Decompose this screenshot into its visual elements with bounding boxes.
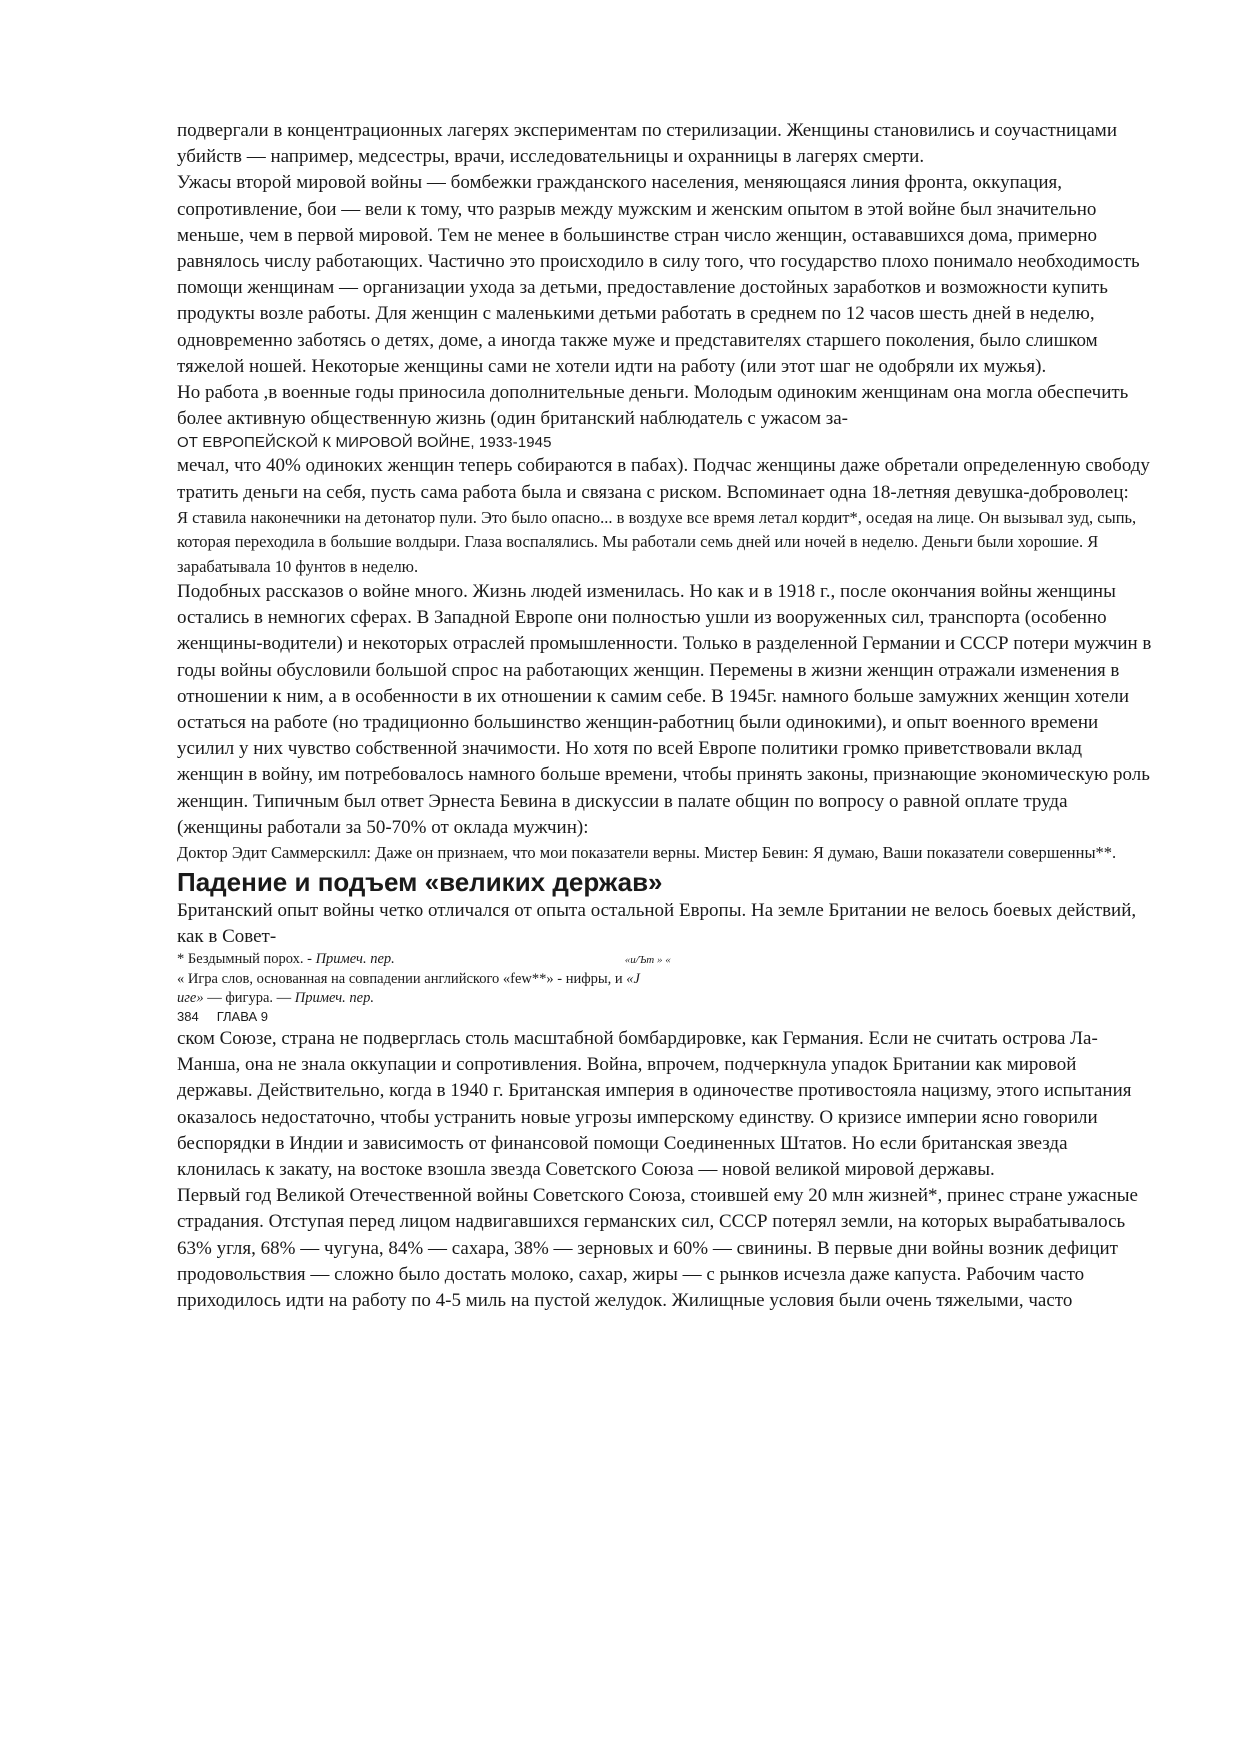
block-quote: Я ставила наконечники на детонатор пули. Это было опасно... в воздухе все время летал кордит*, оседая на лице. Он вызывал зуд, сыпь, которая переходила в большие волдыри. Глаза воспалялись. Мы работали семь дней или ночей в неделю. Деньги были хорошие. Я зарабатывала 10 фунтов в неделю. — [177, 507, 1137, 576]
footnote: « Игра слов, основанная на совпадении английского «few**» - нифры, и «J — [177, 970, 640, 987]
body-paragraph: ском Союзе, страна не подверглась столь масштабной бомбардировке, как Германия. Если не считать острова Ла-Манша, она не знала оккупации и сопротивления. Война, впрочем, подчеркнула упадок Британии как мировой державы. Действительно, когда в 1940 г. Британская империя в одиночестве противостояла нацизму, этого испытания оказалось недостаточно, чтобы устранить новые угрозы имперскому единству. О кризисе империи ясно говорили беспорядки в Индии и зависимость от финансовой помощи Соединенных Штатов. Но если британская звезда клонилась к закату, на востоке взошла звезда Советского Союза — новой великой мировой державы. — [177, 1027, 1132, 1180]
body-paragraph: мечал, что 40% одиноких женщин теперь собираются в пабах). Подчас женщины даже обретали определенную свободу тратить деньги на себя, пусть сама работа была и связана с риском. Вспоминает одна 18-летняя девушка-доброволец: — [177, 455, 1150, 503]
body-paragraph: Первый год Великой Отечественной войны Советского Союза, стоившей ему 20 млн жизней*, принес стране ужасные страдания. Отступая перед лицом надвигавшихся германских сил, СССР потерял земли, на которых вырабатывалось 63% угля, 68% — чугуна, 84% — сахара, 38% — зерновых и 60% — свинины. В первые дни войны возник дефицит продовольствия — сложно было достать молоко, сахар, жиры — с рынков исчезла даже капуста. Рабочим часто приходилось идти на работу по 4-5 миль на пустой желудок. Жилищные условия были очень тяжелыми, часто — [177, 1185, 1138, 1311]
body-paragraph: подвергали в концентрационных лагерях экспериментам по стерилизации. Женщины становились и соучастницами убийств — например, медсестры, врачи, исследовательницы и охранницы в лагерях смерти. — [177, 120, 1117, 168]
page-footer — [177, 1008, 1152, 1026]
footnote: иге» — фигура. — Примеч. пер. — [177, 989, 374, 1006]
chapter-label: ГЛАВА 9 — [216, 1008, 268, 1024]
body-paragraph: Подобных рассказов о войне много. Жизнь людей изменилась. Но как и в 1918 г., после окончания войны женщины остались в немногих сферах. В Западной Европе они полностью ушли из вооруженных сил, транспорта (особенно женщины-водители) и некоторых отраслей промышленности. Только в разделенной Германии и СССР потери мужчин в годы войны обусловили большой спрос на работающих женщин. Перемены в жизни женщин отражали изменения в отношении к ним, а в особенности в их отношении к самим себе. В 1945г. намного больше замужних женщин хотели остаться на работе (но традиционно большинство женщин-работниц были одинокими), и опыт военного времени усилил у них чувство собственной значимости. Но хотя по всей Европе политики громко приветствовали вклад женщин в войну, им потребовалось намного больше времени, чтобы принять законы, признающие экономическую роль женщин. Типичным был ответ Эрнеста Бевина в дискуссии в палате общин по вопросу о равной оплате труда (женщины работали за 50-70% от оклада мужчин): — [177, 581, 1152, 838]
footnotes — [177, 950, 1152, 1008]
scan-artifact-text: «и/Ъm » « — [624, 953, 671, 966]
running-head: ОТ ЕВРОПЕЙСКОЙ К МИРОВОЙ ВОЙНЕ, 1933-1945 — [177, 434, 552, 452]
body-paragraph: Ужасы второй мировой войны — бомбежки гражданского населения, меняющаяся линия фронта, оккупация, сопротивление, бои — вели к тому, что разрыв между мужским и женским опытом в этой войне был значительно меньше, чем в первой мировой. Тем не менее в большинстве стран число женщин, остававшихся дома, примерно равнялось числу работающих. Частично это происходило в силу того, что государство плохо понимало необходимость помощи женщинам — организации ухода за детьми, предоставление достойных заработков и возможности купить продукты возле работы. Для женщин с маленькими детьми работать в среднем по 12 часов шесть дней в неделю, одновременно заботясь о детях, доме, а иногда также муже и представителях старшего поколения, было слишком тяжелой ношей. Некоторые женщины сами не хотели идти на работу (или этот шаг не одобряли их мужья). — [177, 172, 1140, 377]
section-heading: Падение и подъем «великих держав» — [177, 866, 663, 897]
block-quote: Доктор Эдит Саммерскилл: Даже он признаем, что мои показатели верны. Мистер Бевин: Я думаю, Ваши показатели совершенны**. — [177, 843, 1117, 863]
page-number: 384 — [177, 1008, 199, 1024]
body-paragraph: Но работа ,в военные годы приносила дополнительные деньги. Молодым одиноким женщинам она могла обеспечить более активную общественную жизнь (один британский наблюдатель с ужасом за- — [177, 382, 1129, 430]
document-page — [177, 118, 1152, 1314]
body-paragraph: Британский опыт войны четко отличался от опыта остальной Европы. На земле Британии не велось боевых действий, как в Совет- — [177, 899, 1137, 947]
footnote: * Бездымный порох. - Примеч. пер. «и/Ъm » « — [177, 950, 1152, 970]
